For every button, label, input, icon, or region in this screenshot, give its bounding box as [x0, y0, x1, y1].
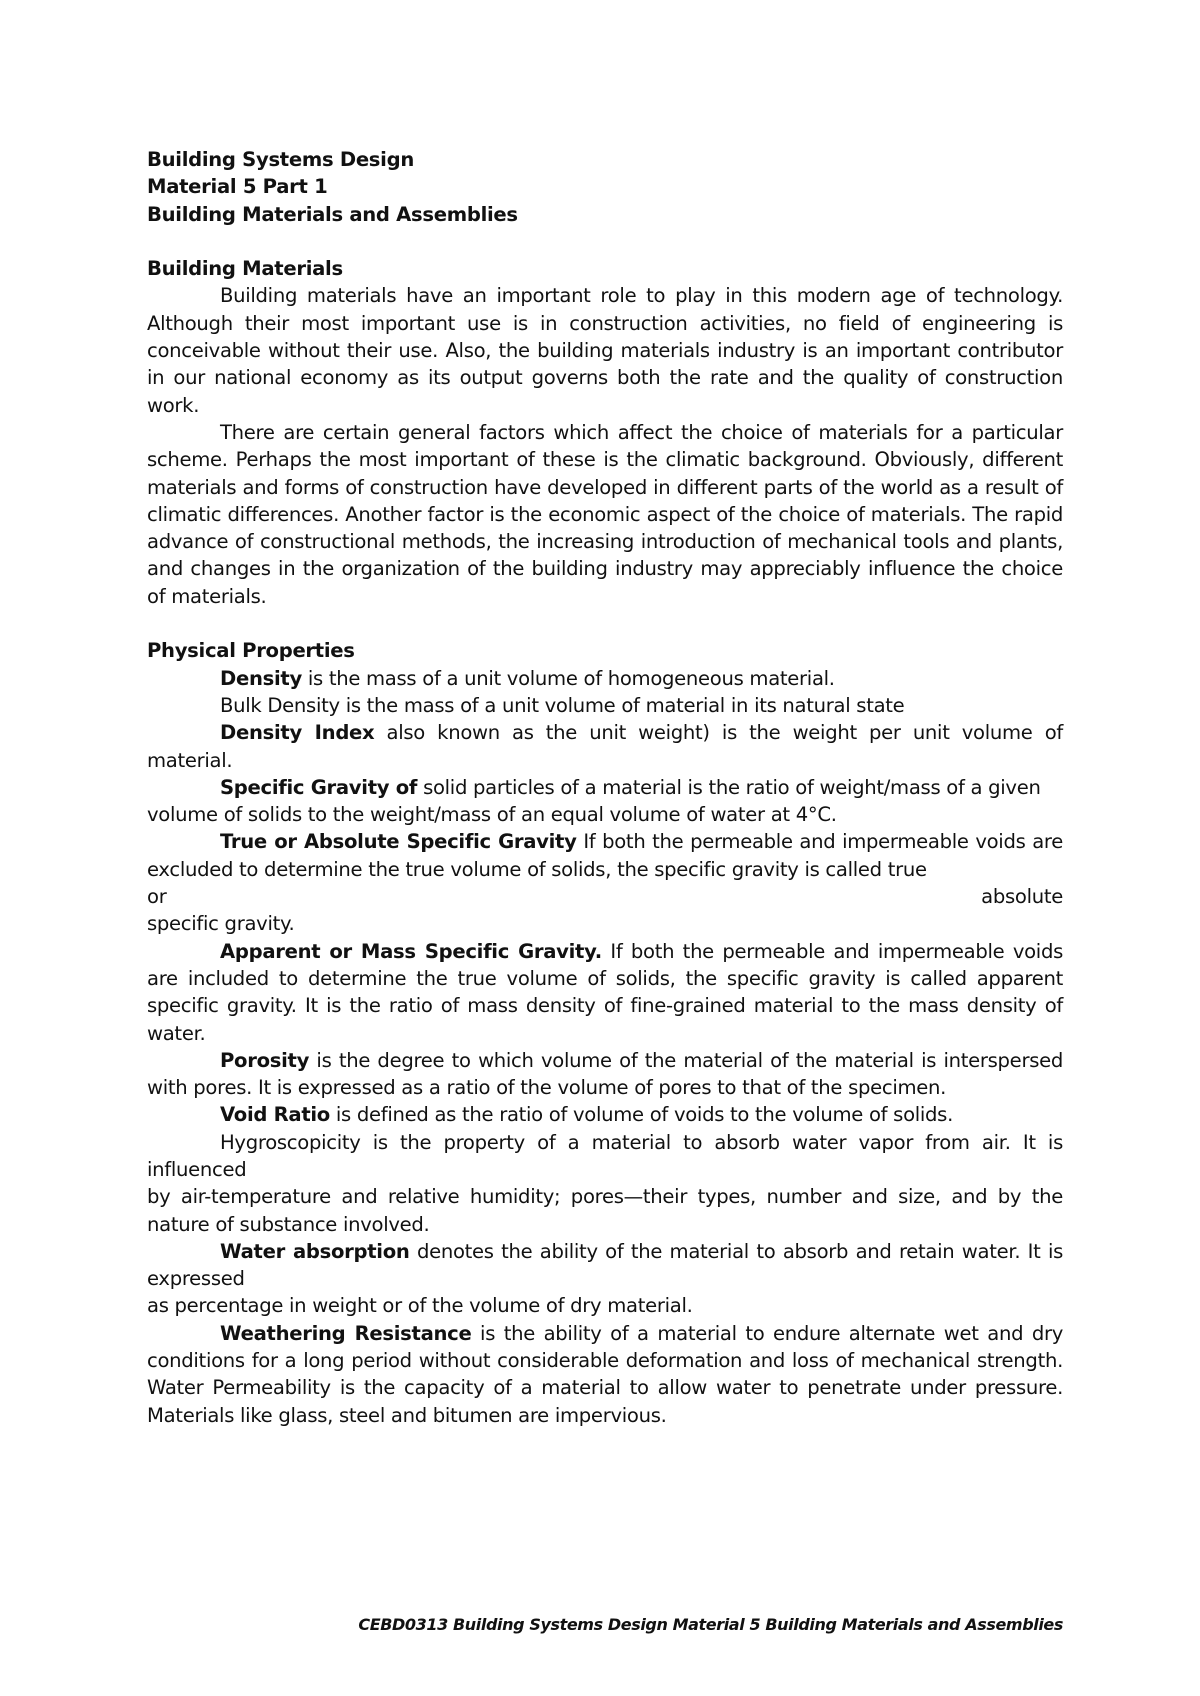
- paragraph-factors: There are certain general factors which affect the choice of materials for a particular scheme. Perhaps the most important of these is the climatic background. Obviously, different materials and forms of construction have developed in different parts of the world as a result of climatic differences. Another factor is the economic aspect of the choice of materials. The rapid advance of constructional methods, the increasing introduction of mechanical tools and plants, and changes in the organization of the building industry may appreciably influence the choice of materials.: [147, 420, 1063, 608]
- word-absolute: absolute: [981, 885, 1063, 909]
- course-title: Building Systems Design: [147, 148, 414, 171]
- paragraph-density-index: [147, 719, 1063, 774]
- paragraph-water-absorption: [147, 1238, 1063, 1293]
- paragraph-water-absorption-cont: as percentage in weight or of the volume of dry material.: [147, 1294, 693, 1318]
- paragraph-true-sg-or-line: [147, 883, 1063, 910]
- page-footer: CEBD0313 Building Systems Design Material 5 Building Materials and Assemblies: [358, 1615, 1063, 1634]
- paragraph-apparent-specific-gravity: [147, 938, 1063, 1047]
- paragraph-specific-gravity-cont: volume of solids to the weight/mass of an equal volume of water at 4°C.: [147, 803, 837, 827]
- term-water-absorption: Water absorption: [220, 1239, 410, 1263]
- paragraph-density: [147, 665, 1063, 692]
- definition-density-index: also known as the unit weight) is the weight per unit volume of material.: [147, 721, 1063, 772]
- definition-weathering-resistance: is the ability of a material to endure alternate wet and dry conditions for a long period without considerable deformation and loss of mechanical strength. Water Permeability is the capacity of a material to allow water to penetrate under pressure. Materials like glass, steel and bitumen are impervious.: [147, 1321, 1064, 1427]
- section-heading-building-materials: Building Materials: [147, 257, 343, 281]
- definition-specific-gravity: solid particles of a material is the ratio of weight/mass of a given: [417, 775, 1041, 799]
- paragraph-intro: Building materials have an important role to play in this modern age of technology. Although their most important use is in construction activities, no field of engineering is conceivable without their use. Also, the building materials industry is an important contributor in our national economy as its output governs both the rate and the quality of construction work.: [147, 284, 1063, 417]
- definition-porosity: is the degree to which volume of the material of the material is interspersed with pores. It is expressed as a ratio of the volume of pores to that of the specimen.: [147, 1048, 1063, 1100]
- term-apparent-specific-gravity: Apparent or Mass Specific Gravity.: [220, 939, 602, 963]
- term-density-index: Density Index: [220, 721, 375, 745]
- spacer: [147, 610, 1063, 637]
- paragraph-true-specific-gravity: [147, 828, 1063, 883]
- definition-void-ratio: is defined as the ratio of volume of voids to the volume of solids.: [329, 1103, 954, 1127]
- paragraph-specific-gravity: [147, 774, 1063, 801]
- term-true-specific-gravity: True or Absolute Specific Gravity: [220, 830, 577, 854]
- topic-title: Building Materials and Assemblies: [147, 202, 518, 226]
- paragraph-bulk-density: Bulk Density is the mass of a unit volume of material in its natural state: [220, 693, 905, 717]
- paragraph-porosity: [147, 1047, 1063, 1102]
- word-or: or: [147, 885, 167, 909]
- definition-water-absorption: denotes the ability of the material to absorb and retain water. It is expressed: [147, 1239, 1064, 1291]
- spacer: [147, 228, 1063, 255]
- definition-apparent-specific-gravity: If both the permeable and impermeable voids are included to determine the true volume of solids, the specific gravity is called apparent specific gravity. It is the ratio of mass density of fine-grained material to the mass density of water.: [147, 939, 1063, 1045]
- paragraph-void-ratio: [147, 1101, 1063, 1128]
- paragraph-hygroscopicity: Hygroscopicity is the property of a material to absorb water vapor from air. It is influenced: [147, 1130, 1063, 1181]
- term-specific-gravity: Specific Gravity of: [220, 775, 418, 799]
- section-heading-physical-properties: Physical Properties: [147, 639, 355, 663]
- definition-true-specific-gravity: If both the permeable and impermeable voids are excluded to determine the true volume of solids, the specific gravity is called true: [147, 830, 1063, 881]
- term-weathering-resistance: Weathering Resistance: [220, 1321, 472, 1345]
- document-body: [147, 146, 1063, 1429]
- paragraph-true-sg-cont: specific gravity.: [147, 912, 295, 936]
- paragraph-weathering-resistance: [147, 1320, 1063, 1429]
- term-density: Density: [220, 666, 302, 690]
- material-title: Material 5 Part 1: [147, 175, 328, 199]
- paragraph-hygroscopicity-cont: by air-temperature and relative humidity; pores—their types, number and size, and by the nature of substance involved.: [147, 1185, 1063, 1236]
- term-porosity: Porosity: [220, 1048, 310, 1072]
- definition-density: is the mass of a unit volume of homogeneous material.: [301, 666, 835, 690]
- term-void-ratio: Void Ratio: [220, 1103, 330, 1127]
